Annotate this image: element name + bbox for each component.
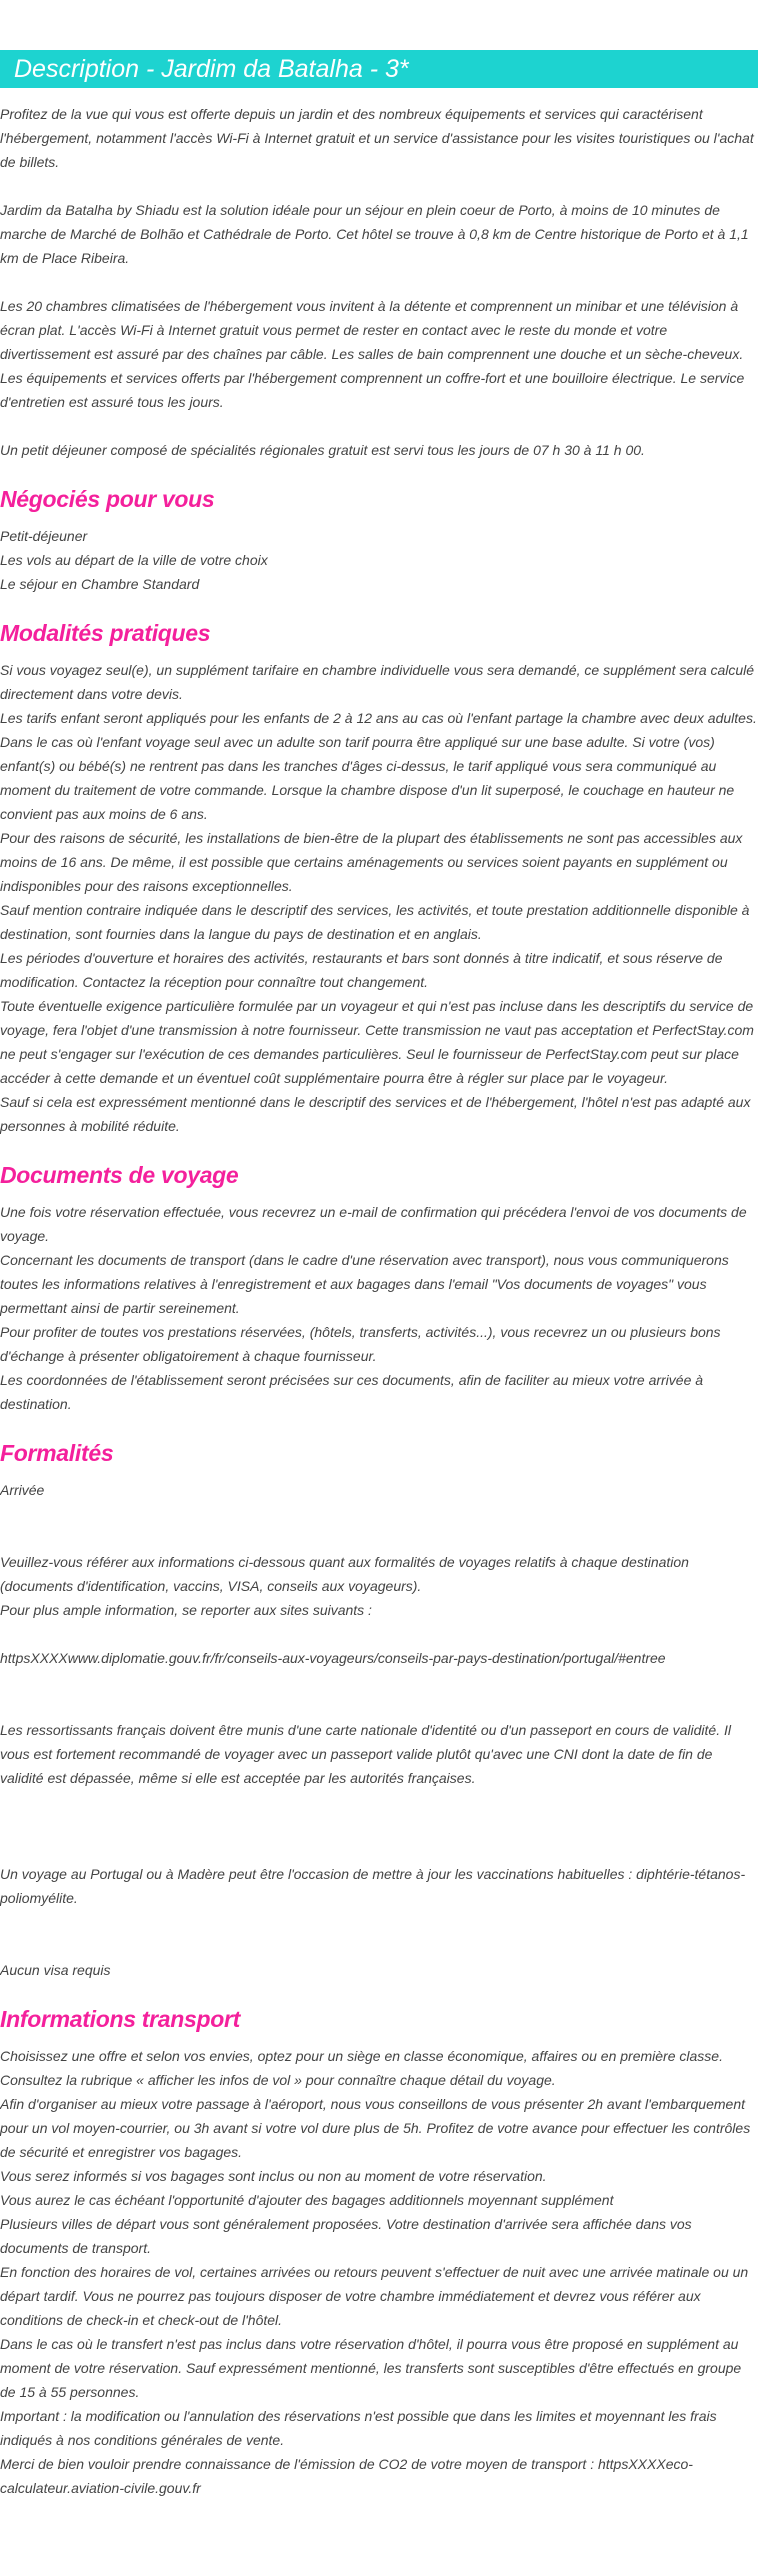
modalites-line: Les périodes d'ouverture et horaires des activités, restaurants et bars sont donnés à titre indicatif, et sous réserve de modification. Contactez la réception pour connaître tout changement. [0, 950, 723, 990]
list-item: Les vols au départ de la ville de votre choix [0, 552, 268, 568]
transport-line: Afin d'organiser au mieux votre passage à l'aéroport, nous vous conseillons de vous présenter 2h avant l'embarquement pour un vol moyen-courrier, ou 3h avant si votre vol dure plus de 5h. Profitez de votre avance pour effectuer les contrôles de sécurité et enregistrer vos bagages. [0, 2096, 751, 2160]
negocies-heading: Négociés pour vous [0, 486, 215, 512]
description-paragraph: Profitez de la vue qui vous est offerte depuis un jardin et des nombreux équipements et services qui caractérisent l'hébergement, notamment l'accès Wi-Fi à Internet gratuit et un service d'assistance pour les visites touristiques ou l'achat de billets. [0, 106, 754, 170]
documents-line: Les coordonnées de l'établissement seront précisées sur ces documents, afin de faciliter au mieux votre arrivée à destination. [0, 1372, 704, 1412]
transport-line: Plusieurs villes de départ vous sont généralement proposées. Votre destination d'arrivée sera affichée dans vos documents de transport. [0, 2216, 692, 2256]
documents-heading: Documents de voyage [0, 1162, 239, 1188]
transport-line: Vous aurez le cas échéant l'opportunité d'ajouter des bagages additionnels moyennant supplément [0, 2192, 614, 2208]
formalites-section [0, 1478, 758, 1982]
transport-heading: Informations transport [0, 2006, 241, 2032]
documents-line: Une fois votre réservation effectuée, vous recevrez un e-mail de confirmation qui précédera l'envoi de vos documents de voyage. [0, 1204, 747, 1244]
formalites-intro: Pour plus ample information, se reporter aux sites suivants : [0, 1602, 372, 1618]
description-paragraph: Un petit déjeuner composé de spécialités régionales gratuit est servi tous les jours de 07 h 30 à 11 h 00. [0, 442, 645, 458]
modalites-line: Pour des raisons de sécurité, les installations de bien-être de la plupart des établissements ne sont pas accessibles aux moins de 16 ans. De même, il est possible que certains aménagements ou services soient payants en supplément ou indisponibles pour des raisons exceptionnelles. [0, 830, 743, 894]
description-banner: Description - Jardim da Batalha - 3* [0, 50, 758, 88]
documents-line: Concernant les documents de transport (dans le cadre d'une réservation avec transport), nous vous communiquerons toutes les informations relatives à l'enregistrement et aux bagages dans l'email "Vos documents de voyages" vous permettant ainsi de partir sereinement. [0, 1252, 729, 1316]
documents-line: Pour profiter de toutes vos prestations réservées, (hôtels, transferts, activités...), vous recevrez un ou plusieurs bons d'échange à présenter obligatoirement à chaque fournisseur. [0, 1324, 721, 1364]
transport-line: Choisissez une offre et selon vos envies, optez pour un siège en classe économique, affaires ou en première classe. Consultez la rubrique « afficher les infos de vol » pour connaître chaque détail du voyage. [0, 2048, 723, 2088]
negocies-list [0, 524, 758, 596]
formalites-heading: Formalités [0, 1440, 114, 1466]
modalites-line: Si vous voyagez seul(e), un supplément tarifaire en chambre individuelle vous sera demandé, ce supplément sera calculé directement dans votre devis. [0, 662, 755, 702]
transport-section [0, 2044, 758, 2500]
documents-section [0, 1200, 758, 1416]
list-item: Petit-déjeuner [0, 528, 88, 544]
arrivee-label: Arrivée [0, 1482, 45, 1498]
modalites-line: Toute éventuelle exigence particulière formulée par un voyageur et qui n'est pas incluse dans les descriptifs du service de voyage, fera l'objet d'une transmission à notre fournisseur. Cette transmission ne vaut pas acceptation et PerfectStay.com ne peut s'engager sur l'exécution de ces demandes particulières. Seul le fournisseur de PerfectStay.com peut sur place accéder à cette demande et un éventuel coût supplémentaire pourra être à régler sur place par le voyageur. [0, 998, 754, 1086]
description-paragraph: Les 20 chambres climatisées de l'hébergement vous invitent à la détente et comprennent un minibar et une télévision à écran plat. L'accès Wi-Fi à Internet gratuit vous permet de rester en contact avec le reste du monde et votre divertissement est assuré par des chaînes par câble. Les salles de bain comprennent une douche et un sèche-cheveux. Les équipements et services offerts par l'hébergement comprennent un coffre-fort et une bouilloire électrique. Le service d'entretien est assuré tous les jours. [0, 298, 745, 410]
modalites-heading: Modalités pratiques [0, 620, 211, 646]
modalites-line: Les tarifs enfant seront appliqués pour les enfants de 2 à 12 ans au cas où l'enfant partage la chambre avec deux adultes. Dans le cas où l'enfant voyage seul avec un adulte son tarif pourra être appliqué sur une base adulte. Si votre (vos) enfant(s) ou bébé(s) ne rentrent pas dans les tranches d'âges ci-dessus, le tarif appliqué vous sera communiqué au moment du traitement de votre commande. Lorsque la chambre dispose d'un lit superposé, le couchage en hauteur ne convient pas aux moins de 6 ans. [0, 710, 757, 822]
diplomatie-link[interactable]: httpsXXXXwww.diplomatie.gouv.fr/fr/conseils-aux-voyageurs/conseils-par-pays-destination/portugal/#entree [0, 1650, 666, 1666]
visa-paragraph: Aucun visa requis [0, 1962, 111, 1978]
transport-line: Important : la modification ou l'annulation des réservations n'est possible que dans les limites et moyennant les frais indiqués à nos conditions générales de vente. [0, 2408, 717, 2448]
transport-line: En fonction des horaires de vol, certaines arrivées ou retours peuvent s'effectuer de nuit avec une arrivée matinale ou un départ tardif. Vous ne pourrez pas toujours disposer de votre chambre immédiatement et devrez vous référer aux conditions de check-in et check-out de l'hôtel. [0, 2264, 749, 2328]
vaccins-paragraph: Un voyage au Portugal ou à Madère peut être l'occasion de mettre à jour les vaccinations habituelles : diphtérie-tétanos-poliomyélite. [0, 1866, 746, 1906]
identite-paragraph: Les ressortissants français doivent être munis d'une carte nationale d'identité ou d'un passeport en cours de validité. Il vous est fortement recommandé de voyager avec un passeport valide plutôt qu'avec une CNI dont la date de fin de validité est dépassée, même si elle est acceptée par les autorités françaises. [0, 1722, 731, 1786]
description-section [0, 102, 758, 462]
modalites-line: Sauf mention contraire indiquée dans le descriptif des services, les activités, et toute prestation additionnelle disponible à destination, sont fournies dans la langue du pays de destination et en anglais. [0, 902, 750, 942]
transport-line: Dans le cas où le transfert n'est pas inclus dans votre réservation d'hôtel, il pourra vous être proposé en supplément au moment de votre réservation. Sauf expressément mentionné, les transferts sont susceptibles d'être effectués en groupe de 15 à 55 personnes. [0, 2336, 742, 2400]
description-paragraph: Jardim da Batalha by Shiadu est la solution idéale pour un séjour en plein coeur de Porto, à moins de 10 minutes de marche de Marché de Bolhão et Cathédrale de Porto. Cet hôtel se trouve à 0,8 km de Centre historique de Porto et à 1,1 km de Place Ribeira. [0, 202, 749, 266]
modalites-line: Sauf si cela est expressément mentionné dans le descriptif des services et de l'hébergement, l'hôtel n'est pas adapté aux personnes à mobilité réduite. [0, 1094, 751, 1134]
list-item: Le séjour en Chambre Standard [0, 576, 200, 592]
modalites-section [0, 658, 758, 1138]
transport-line: Vous serez informés si vos bagages sont inclus ou non au moment de votre réservation. [0, 2168, 547, 2184]
transport-line: Merci de bien vouloir prendre connaissance de l'émission de CO2 de votre moyen de transport : httpsXXXXeco-calculateur.aviation-civile.gouv.fr [0, 2456, 693, 2496]
formalites-intro: Veuillez-vous référer aux informations ci-dessous quant aux formalités de voyages relatifs à chaque destination (documents d'identification, vaccins, VISA, conseils aux voyageurs). [0, 1554, 689, 1594]
